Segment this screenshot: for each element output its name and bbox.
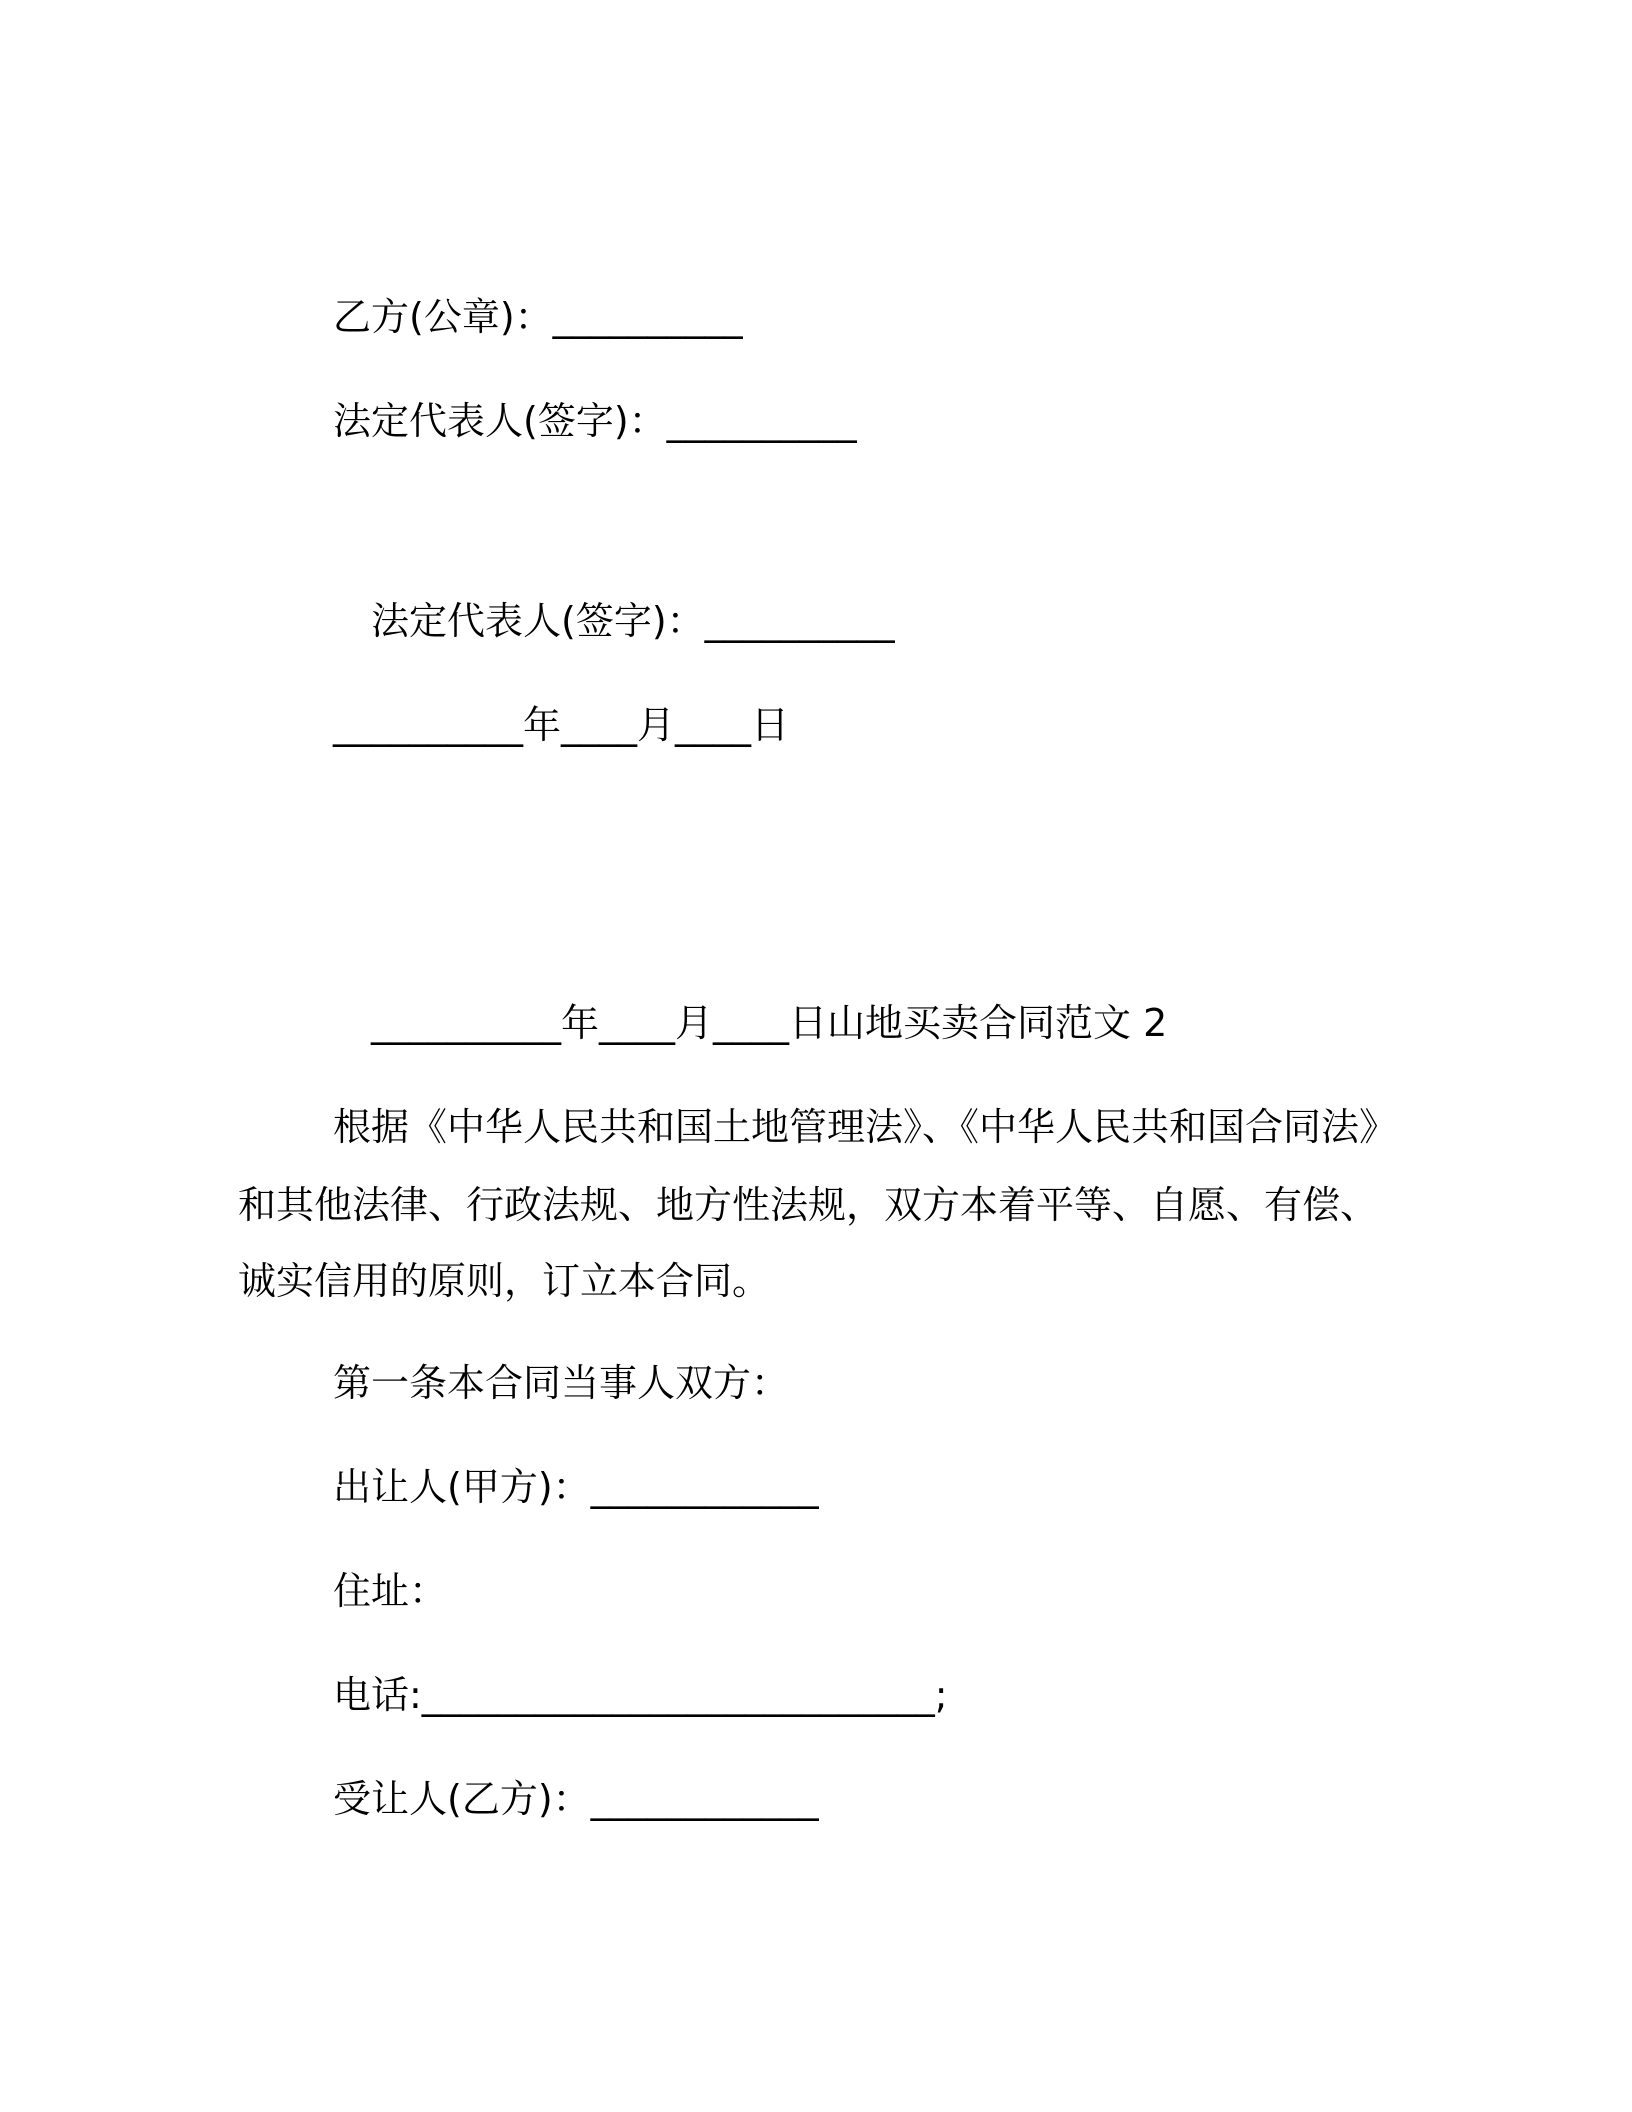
phone-line: 电话:___________________________;	[333, 1673, 948, 1717]
legal-representative-signature-line-2: 法定代表人(签字)：__________	[371, 599, 895, 643]
address-line: 住址：	[333, 1569, 448, 1613]
transferee-party-b-line: 受让人(乙方)：____________	[333, 1777, 819, 1821]
intro-paragraph-line-1: 根据《中华人民共和国土地管理法》、《中华人民共和国合同法》	[333, 1105, 1398, 1149]
legal-representative-signature-line: 法定代表人(签字)：__________	[333, 399, 857, 443]
party-b-seal-line: 乙方(公章)：__________	[333, 295, 743, 339]
section-title: __________年____月____日山地买卖合同范文 2	[371, 1001, 1168, 1045]
signature-date-line: __________年____月____日	[333, 703, 790, 747]
intro-paragraph-line-2: 和其他法律、行政法规、地方性法规，双方本着平等、自愿、有偿、	[238, 1183, 1379, 1227]
intro-paragraph-line-3: 诚实信用的原则，订立本合同。	[238, 1259, 771, 1303]
article-1-heading: 第一条本合同当事人双方：	[333, 1361, 790, 1405]
transferor-party-a-line: 出让人(甲方)：____________	[333, 1465, 819, 1509]
